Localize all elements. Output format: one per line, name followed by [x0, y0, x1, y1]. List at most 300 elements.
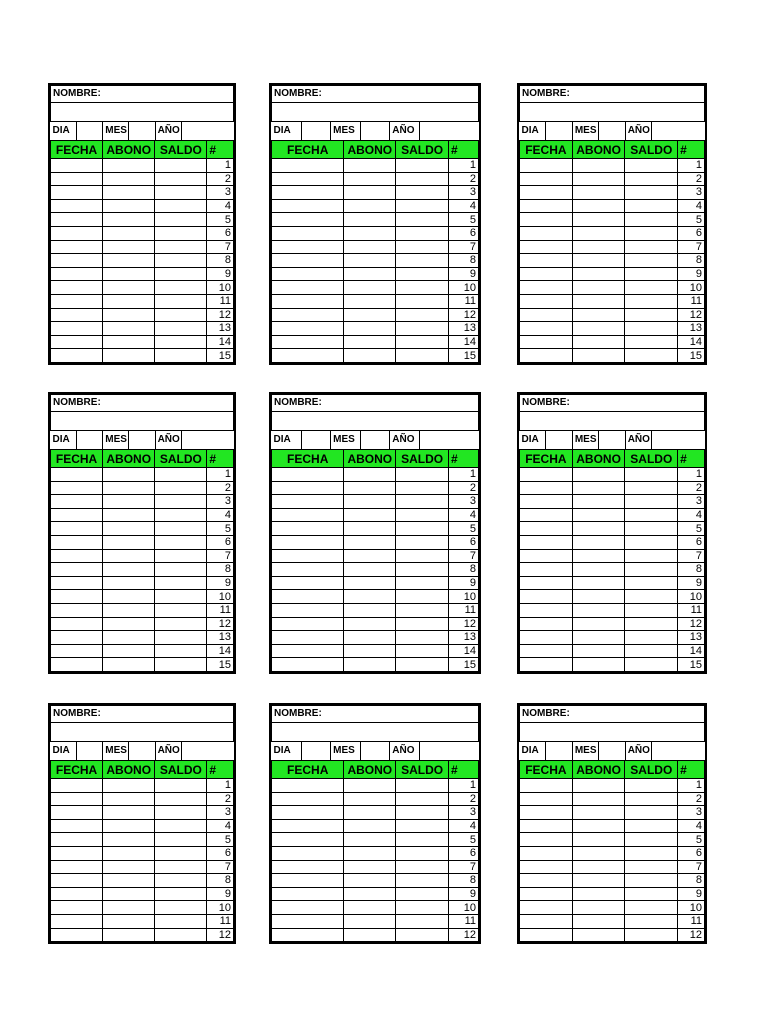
saldo-cell[interactable] [396, 267, 449, 281]
fecha-cell[interactable] [51, 887, 103, 901]
abono-cell[interactable] [103, 928, 155, 942]
fecha-cell[interactable] [272, 522, 344, 536]
fecha-cell[interactable] [51, 267, 103, 281]
fecha-cell[interactable] [520, 508, 573, 522]
fecha-cell[interactable] [272, 213, 344, 227]
saldo-cell[interactable] [396, 846, 449, 860]
dia-field[interactable] [77, 742, 103, 760]
fecha-cell[interactable] [51, 617, 103, 631]
mes-field[interactable] [360, 122, 390, 140]
saldo-cell[interactable] [155, 901, 207, 915]
abono-cell[interactable] [103, 322, 155, 336]
mes-field[interactable] [129, 742, 155, 760]
saldo-cell[interactable] [155, 522, 207, 536]
abono-cell[interactable] [572, 481, 625, 495]
saldo-cell[interactable] [625, 603, 678, 617]
saldo-cell[interactable] [155, 281, 207, 295]
abono-cell[interactable] [344, 186, 396, 200]
abono-cell[interactable] [572, 254, 625, 268]
saldo-cell[interactable] [155, 779, 207, 793]
abono-cell[interactable] [103, 240, 155, 254]
mes-field[interactable] [129, 122, 155, 140]
abono-cell[interactable] [572, 281, 625, 295]
fecha-cell[interactable] [272, 349, 344, 363]
saldo-cell[interactable] [625, 199, 678, 213]
abono-cell[interactable] [344, 535, 396, 549]
fecha-cell[interactable] [520, 576, 573, 590]
fecha-cell[interactable] [51, 468, 103, 482]
fecha-cell[interactable] [51, 563, 103, 577]
fecha-cell[interactable] [51, 928, 103, 942]
abono-cell[interactable] [344, 631, 396, 645]
fecha-cell[interactable] [51, 335, 103, 349]
mes-field[interactable] [360, 431, 390, 449]
fecha-cell[interactable] [520, 495, 573, 509]
saldo-cell[interactable] [625, 846, 678, 860]
fecha-cell[interactable] [272, 819, 344, 833]
abono-cell[interactable] [572, 349, 625, 363]
abono-cell[interactable] [344, 199, 396, 213]
fecha-cell[interactable] [520, 281, 573, 295]
abono-cell[interactable] [344, 335, 396, 349]
abono-cell[interactable] [344, 914, 396, 928]
fecha-cell[interactable] [520, 226, 573, 240]
saldo-cell[interactable] [396, 549, 449, 563]
saldo-cell[interactable] [625, 779, 678, 793]
saldo-cell[interactable] [625, 522, 678, 536]
saldo-cell[interactable] [396, 294, 449, 308]
fecha-cell[interactable] [51, 254, 103, 268]
abono-cell[interactable] [344, 901, 396, 915]
saldo-cell[interactable] [625, 281, 678, 295]
mes-field[interactable] [360, 742, 390, 760]
fecha-cell[interactable] [51, 576, 103, 590]
abono-cell[interactable] [344, 267, 396, 281]
saldo-cell[interactable] [396, 901, 449, 915]
fecha-cell[interactable] [51, 226, 103, 240]
fecha-cell[interactable] [272, 887, 344, 901]
ano-field[interactable] [181, 742, 233, 760]
abono-cell[interactable] [572, 563, 625, 577]
fecha-cell[interactable] [520, 172, 573, 186]
fecha-cell[interactable] [272, 792, 344, 806]
fecha-cell[interactable] [520, 186, 573, 200]
saldo-cell[interactable] [625, 294, 678, 308]
fecha-cell[interactable] [520, 644, 573, 658]
saldo-cell[interactable] [155, 159, 207, 173]
fecha-cell[interactable] [51, 901, 103, 915]
abono-cell[interactable] [344, 644, 396, 658]
fecha-cell[interactable] [51, 603, 103, 617]
abono-cell[interactable] [572, 846, 625, 860]
saldo-cell[interactable] [396, 495, 449, 509]
ano-field[interactable] [419, 431, 478, 449]
fecha-cell[interactable] [51, 495, 103, 509]
saldo-cell[interactable] [625, 335, 678, 349]
saldo-cell[interactable] [396, 213, 449, 227]
saldo-cell[interactable] [625, 819, 678, 833]
abono-cell[interactable] [572, 322, 625, 336]
abono-cell[interactable] [103, 199, 155, 213]
dia-field[interactable] [546, 122, 572, 140]
saldo-cell[interactable] [396, 603, 449, 617]
fecha-cell[interactable] [272, 563, 344, 577]
saldo-cell[interactable] [625, 267, 678, 281]
fecha-cell[interactable] [272, 549, 344, 563]
dia-field[interactable] [301, 431, 331, 449]
saldo-cell[interactable] [155, 172, 207, 186]
fecha-cell[interactable] [51, 658, 103, 672]
saldo-cell[interactable] [155, 860, 207, 874]
abono-cell[interactable] [103, 631, 155, 645]
fecha-cell[interactable] [520, 294, 573, 308]
abono-cell[interactable] [572, 874, 625, 888]
saldo-cell[interactable] [396, 874, 449, 888]
fecha-cell[interactable] [51, 535, 103, 549]
abono-cell[interactable] [344, 603, 396, 617]
abono-cell[interactable] [572, 631, 625, 645]
abono-cell[interactable] [103, 860, 155, 874]
saldo-cell[interactable] [396, 792, 449, 806]
abono-cell[interactable] [572, 159, 625, 173]
abono-cell[interactable] [344, 159, 396, 173]
saldo-cell[interactable] [625, 806, 678, 820]
abono-cell[interactable] [344, 481, 396, 495]
saldo-cell[interactable] [625, 860, 678, 874]
saldo-cell[interactable] [625, 495, 678, 509]
dia-field[interactable] [301, 122, 331, 140]
abono-cell[interactable] [103, 576, 155, 590]
saldo-cell[interactable] [625, 308, 678, 322]
saldo-cell[interactable] [396, 522, 449, 536]
fecha-cell[interactable] [51, 508, 103, 522]
ano-field[interactable] [652, 122, 705, 140]
abono-cell[interactable] [103, 535, 155, 549]
abono-cell[interactable] [344, 874, 396, 888]
abono-cell[interactable] [344, 294, 396, 308]
saldo-cell[interactable] [396, 335, 449, 349]
saldo-cell[interactable] [625, 563, 678, 577]
fecha-cell[interactable] [520, 199, 573, 213]
abono-cell[interactable] [344, 590, 396, 604]
fecha-cell[interactable] [520, 928, 573, 942]
saldo-cell[interactable] [625, 349, 678, 363]
saldo-cell[interactable] [625, 254, 678, 268]
saldo-cell[interactable] [396, 860, 449, 874]
abono-cell[interactable] [103, 308, 155, 322]
fecha-cell[interactable] [272, 590, 344, 604]
nombre-field[interactable] [520, 412, 705, 431]
saldo-cell[interactable] [155, 349, 207, 363]
fecha-cell[interactable] [272, 254, 344, 268]
abono-cell[interactable] [344, 281, 396, 295]
abono-cell[interactable] [344, 226, 396, 240]
fecha-cell[interactable] [272, 468, 344, 482]
saldo-cell[interactable] [396, 199, 449, 213]
saldo-cell[interactable] [155, 914, 207, 928]
saldo-cell[interactable] [625, 901, 678, 915]
abono-cell[interactable] [344, 779, 396, 793]
abono-cell[interactable] [103, 522, 155, 536]
fecha-cell[interactable] [272, 240, 344, 254]
fecha-cell[interactable] [272, 226, 344, 240]
saldo-cell[interactable] [155, 819, 207, 833]
abono-cell[interactable] [103, 349, 155, 363]
abono-cell[interactable] [103, 658, 155, 672]
saldo-cell[interactable] [396, 658, 449, 672]
saldo-cell[interactable] [396, 928, 449, 942]
saldo-cell[interactable] [155, 658, 207, 672]
saldo-cell[interactable] [155, 603, 207, 617]
fecha-cell[interactable] [520, 914, 573, 928]
abono-cell[interactable] [344, 495, 396, 509]
abono-cell[interactable] [103, 901, 155, 915]
abono-cell[interactable] [572, 860, 625, 874]
saldo-cell[interactable] [625, 874, 678, 888]
saldo-cell[interactable] [396, 159, 449, 173]
saldo-cell[interactable] [625, 240, 678, 254]
abono-cell[interactable] [572, 535, 625, 549]
saldo-cell[interactable] [396, 576, 449, 590]
fecha-cell[interactable] [51, 308, 103, 322]
abono-cell[interactable] [103, 281, 155, 295]
abono-cell[interactable] [344, 928, 396, 942]
fecha-cell[interactable] [520, 658, 573, 672]
mes-field[interactable] [129, 431, 155, 449]
fecha-cell[interactable] [272, 874, 344, 888]
fecha-cell[interactable] [520, 806, 573, 820]
saldo-cell[interactable] [625, 887, 678, 901]
fecha-cell[interactable] [272, 508, 344, 522]
abono-cell[interactable] [572, 495, 625, 509]
fecha-cell[interactable] [520, 468, 573, 482]
saldo-cell[interactable] [155, 833, 207, 847]
mes-field[interactable] [599, 742, 625, 760]
saldo-cell[interactable] [396, 644, 449, 658]
abono-cell[interactable] [103, 874, 155, 888]
fecha-cell[interactable] [272, 281, 344, 295]
fecha-cell[interactable] [520, 267, 573, 281]
fecha-cell[interactable] [51, 481, 103, 495]
fecha-cell[interactable] [520, 874, 573, 888]
fecha-cell[interactable] [272, 576, 344, 590]
fecha-cell[interactable] [520, 887, 573, 901]
saldo-cell[interactable] [396, 617, 449, 631]
abono-cell[interactable] [572, 308, 625, 322]
abono-cell[interactable] [344, 468, 396, 482]
abono-cell[interactable] [572, 335, 625, 349]
fecha-cell[interactable] [520, 779, 573, 793]
abono-cell[interactable] [344, 308, 396, 322]
abono-cell[interactable] [344, 240, 396, 254]
abono-cell[interactable] [344, 522, 396, 536]
fecha-cell[interactable] [51, 172, 103, 186]
dia-field[interactable] [301, 742, 331, 760]
abono-cell[interactable] [103, 267, 155, 281]
fecha-cell[interactable] [51, 590, 103, 604]
fecha-cell[interactable] [520, 631, 573, 645]
nombre-field[interactable] [51, 723, 234, 742]
abono-cell[interactable] [103, 563, 155, 577]
fecha-cell[interactable] [520, 481, 573, 495]
fecha-cell[interactable] [51, 281, 103, 295]
abono-cell[interactable] [572, 806, 625, 820]
abono-cell[interactable] [572, 603, 625, 617]
saldo-cell[interactable] [625, 928, 678, 942]
abono-cell[interactable] [572, 819, 625, 833]
abono-cell[interactable] [344, 833, 396, 847]
saldo-cell[interactable] [396, 186, 449, 200]
saldo-cell[interactable] [155, 308, 207, 322]
saldo-cell[interactable] [625, 322, 678, 336]
abono-cell[interactable] [572, 928, 625, 942]
abono-cell[interactable] [103, 254, 155, 268]
abono-cell[interactable] [103, 846, 155, 860]
abono-cell[interactable] [572, 644, 625, 658]
saldo-cell[interactable] [155, 549, 207, 563]
saldo-cell[interactable] [625, 226, 678, 240]
saldo-cell[interactable] [625, 549, 678, 563]
abono-cell[interactable] [103, 294, 155, 308]
mes-field[interactable] [599, 431, 625, 449]
fecha-cell[interactable] [520, 846, 573, 860]
abono-cell[interactable] [572, 468, 625, 482]
saldo-cell[interactable] [155, 792, 207, 806]
saldo-cell[interactable] [155, 335, 207, 349]
abono-cell[interactable] [572, 294, 625, 308]
dia-field[interactable] [546, 742, 572, 760]
abono-cell[interactable] [572, 576, 625, 590]
abono-cell[interactable] [572, 186, 625, 200]
abono-cell[interactable] [572, 226, 625, 240]
saldo-cell[interactable] [155, 322, 207, 336]
fecha-cell[interactable] [520, 617, 573, 631]
abono-cell[interactable] [572, 213, 625, 227]
abono-cell[interactable] [344, 887, 396, 901]
fecha-cell[interactable] [272, 294, 344, 308]
saldo-cell[interactable] [625, 172, 678, 186]
saldo-cell[interactable] [396, 172, 449, 186]
saldo-cell[interactable] [155, 226, 207, 240]
saldo-cell[interactable] [155, 644, 207, 658]
fecha-cell[interactable] [520, 833, 573, 847]
fecha-cell[interactable] [51, 806, 103, 820]
fecha-cell[interactable] [51, 644, 103, 658]
saldo-cell[interactable] [155, 563, 207, 577]
saldo-cell[interactable] [396, 819, 449, 833]
saldo-cell[interactable] [155, 508, 207, 522]
saldo-cell[interactable] [625, 576, 678, 590]
abono-cell[interactable] [572, 267, 625, 281]
fecha-cell[interactable] [51, 833, 103, 847]
saldo-cell[interactable] [396, 481, 449, 495]
saldo-cell[interactable] [155, 199, 207, 213]
fecha-cell[interactable] [520, 522, 573, 536]
abono-cell[interactable] [572, 590, 625, 604]
fecha-cell[interactable] [520, 254, 573, 268]
ano-field[interactable] [181, 431, 233, 449]
fecha-cell[interactable] [51, 792, 103, 806]
abono-cell[interactable] [572, 240, 625, 254]
saldo-cell[interactable] [396, 563, 449, 577]
abono-cell[interactable] [103, 792, 155, 806]
ano-field[interactable] [652, 431, 705, 449]
abono-cell[interactable] [344, 213, 396, 227]
fecha-cell[interactable] [520, 901, 573, 915]
abono-cell[interactable] [572, 792, 625, 806]
saldo-cell[interactable] [625, 590, 678, 604]
abono-cell[interactable] [344, 254, 396, 268]
abono-cell[interactable] [103, 159, 155, 173]
abono-cell[interactable] [103, 468, 155, 482]
saldo-cell[interactable] [155, 267, 207, 281]
saldo-cell[interactable] [155, 617, 207, 631]
saldo-cell[interactable] [396, 806, 449, 820]
saldo-cell[interactable] [625, 631, 678, 645]
saldo-cell[interactable] [625, 481, 678, 495]
abono-cell[interactable] [344, 349, 396, 363]
dia-field[interactable] [546, 431, 572, 449]
abono-cell[interactable] [344, 508, 396, 522]
fecha-cell[interactable] [51, 294, 103, 308]
saldo-cell[interactable] [155, 535, 207, 549]
saldo-cell[interactable] [396, 308, 449, 322]
fecha-cell[interactable] [51, 874, 103, 888]
abono-cell[interactable] [572, 901, 625, 915]
fecha-cell[interactable] [272, 631, 344, 645]
fecha-cell[interactable] [51, 213, 103, 227]
saldo-cell[interactable] [396, 240, 449, 254]
ano-field[interactable] [181, 122, 233, 140]
saldo-cell[interactable] [625, 468, 678, 482]
abono-cell[interactable] [572, 658, 625, 672]
abono-cell[interactable] [572, 779, 625, 793]
abono-cell[interactable] [344, 819, 396, 833]
abono-cell[interactable] [344, 322, 396, 336]
fecha-cell[interactable] [272, 901, 344, 915]
ano-field[interactable] [419, 122, 478, 140]
abono-cell[interactable] [103, 603, 155, 617]
abono-cell[interactable] [344, 549, 396, 563]
fecha-cell[interactable] [272, 535, 344, 549]
abono-cell[interactable] [103, 644, 155, 658]
saldo-cell[interactable] [155, 495, 207, 509]
fecha-cell[interactable] [272, 914, 344, 928]
dia-field[interactable] [77, 122, 103, 140]
abono-cell[interactable] [572, 508, 625, 522]
fecha-cell[interactable] [51, 349, 103, 363]
saldo-cell[interactable] [155, 806, 207, 820]
abono-cell[interactable] [103, 806, 155, 820]
nombre-field[interactable] [520, 103, 705, 122]
fecha-cell[interactable] [272, 644, 344, 658]
nombre-field[interactable] [272, 412, 479, 431]
abono-cell[interactable] [572, 549, 625, 563]
fecha-cell[interactable] [51, 199, 103, 213]
saldo-cell[interactable] [396, 349, 449, 363]
fecha-cell[interactable] [520, 349, 573, 363]
saldo-cell[interactable] [625, 213, 678, 227]
abono-cell[interactable] [344, 658, 396, 672]
ano-field[interactable] [652, 742, 705, 760]
fecha-cell[interactable] [520, 213, 573, 227]
fecha-cell[interactable] [51, 819, 103, 833]
fecha-cell[interactable] [520, 590, 573, 604]
saldo-cell[interactable] [396, 508, 449, 522]
saldo-cell[interactable] [155, 576, 207, 590]
abono-cell[interactable] [103, 819, 155, 833]
abono-cell[interactable] [572, 887, 625, 901]
